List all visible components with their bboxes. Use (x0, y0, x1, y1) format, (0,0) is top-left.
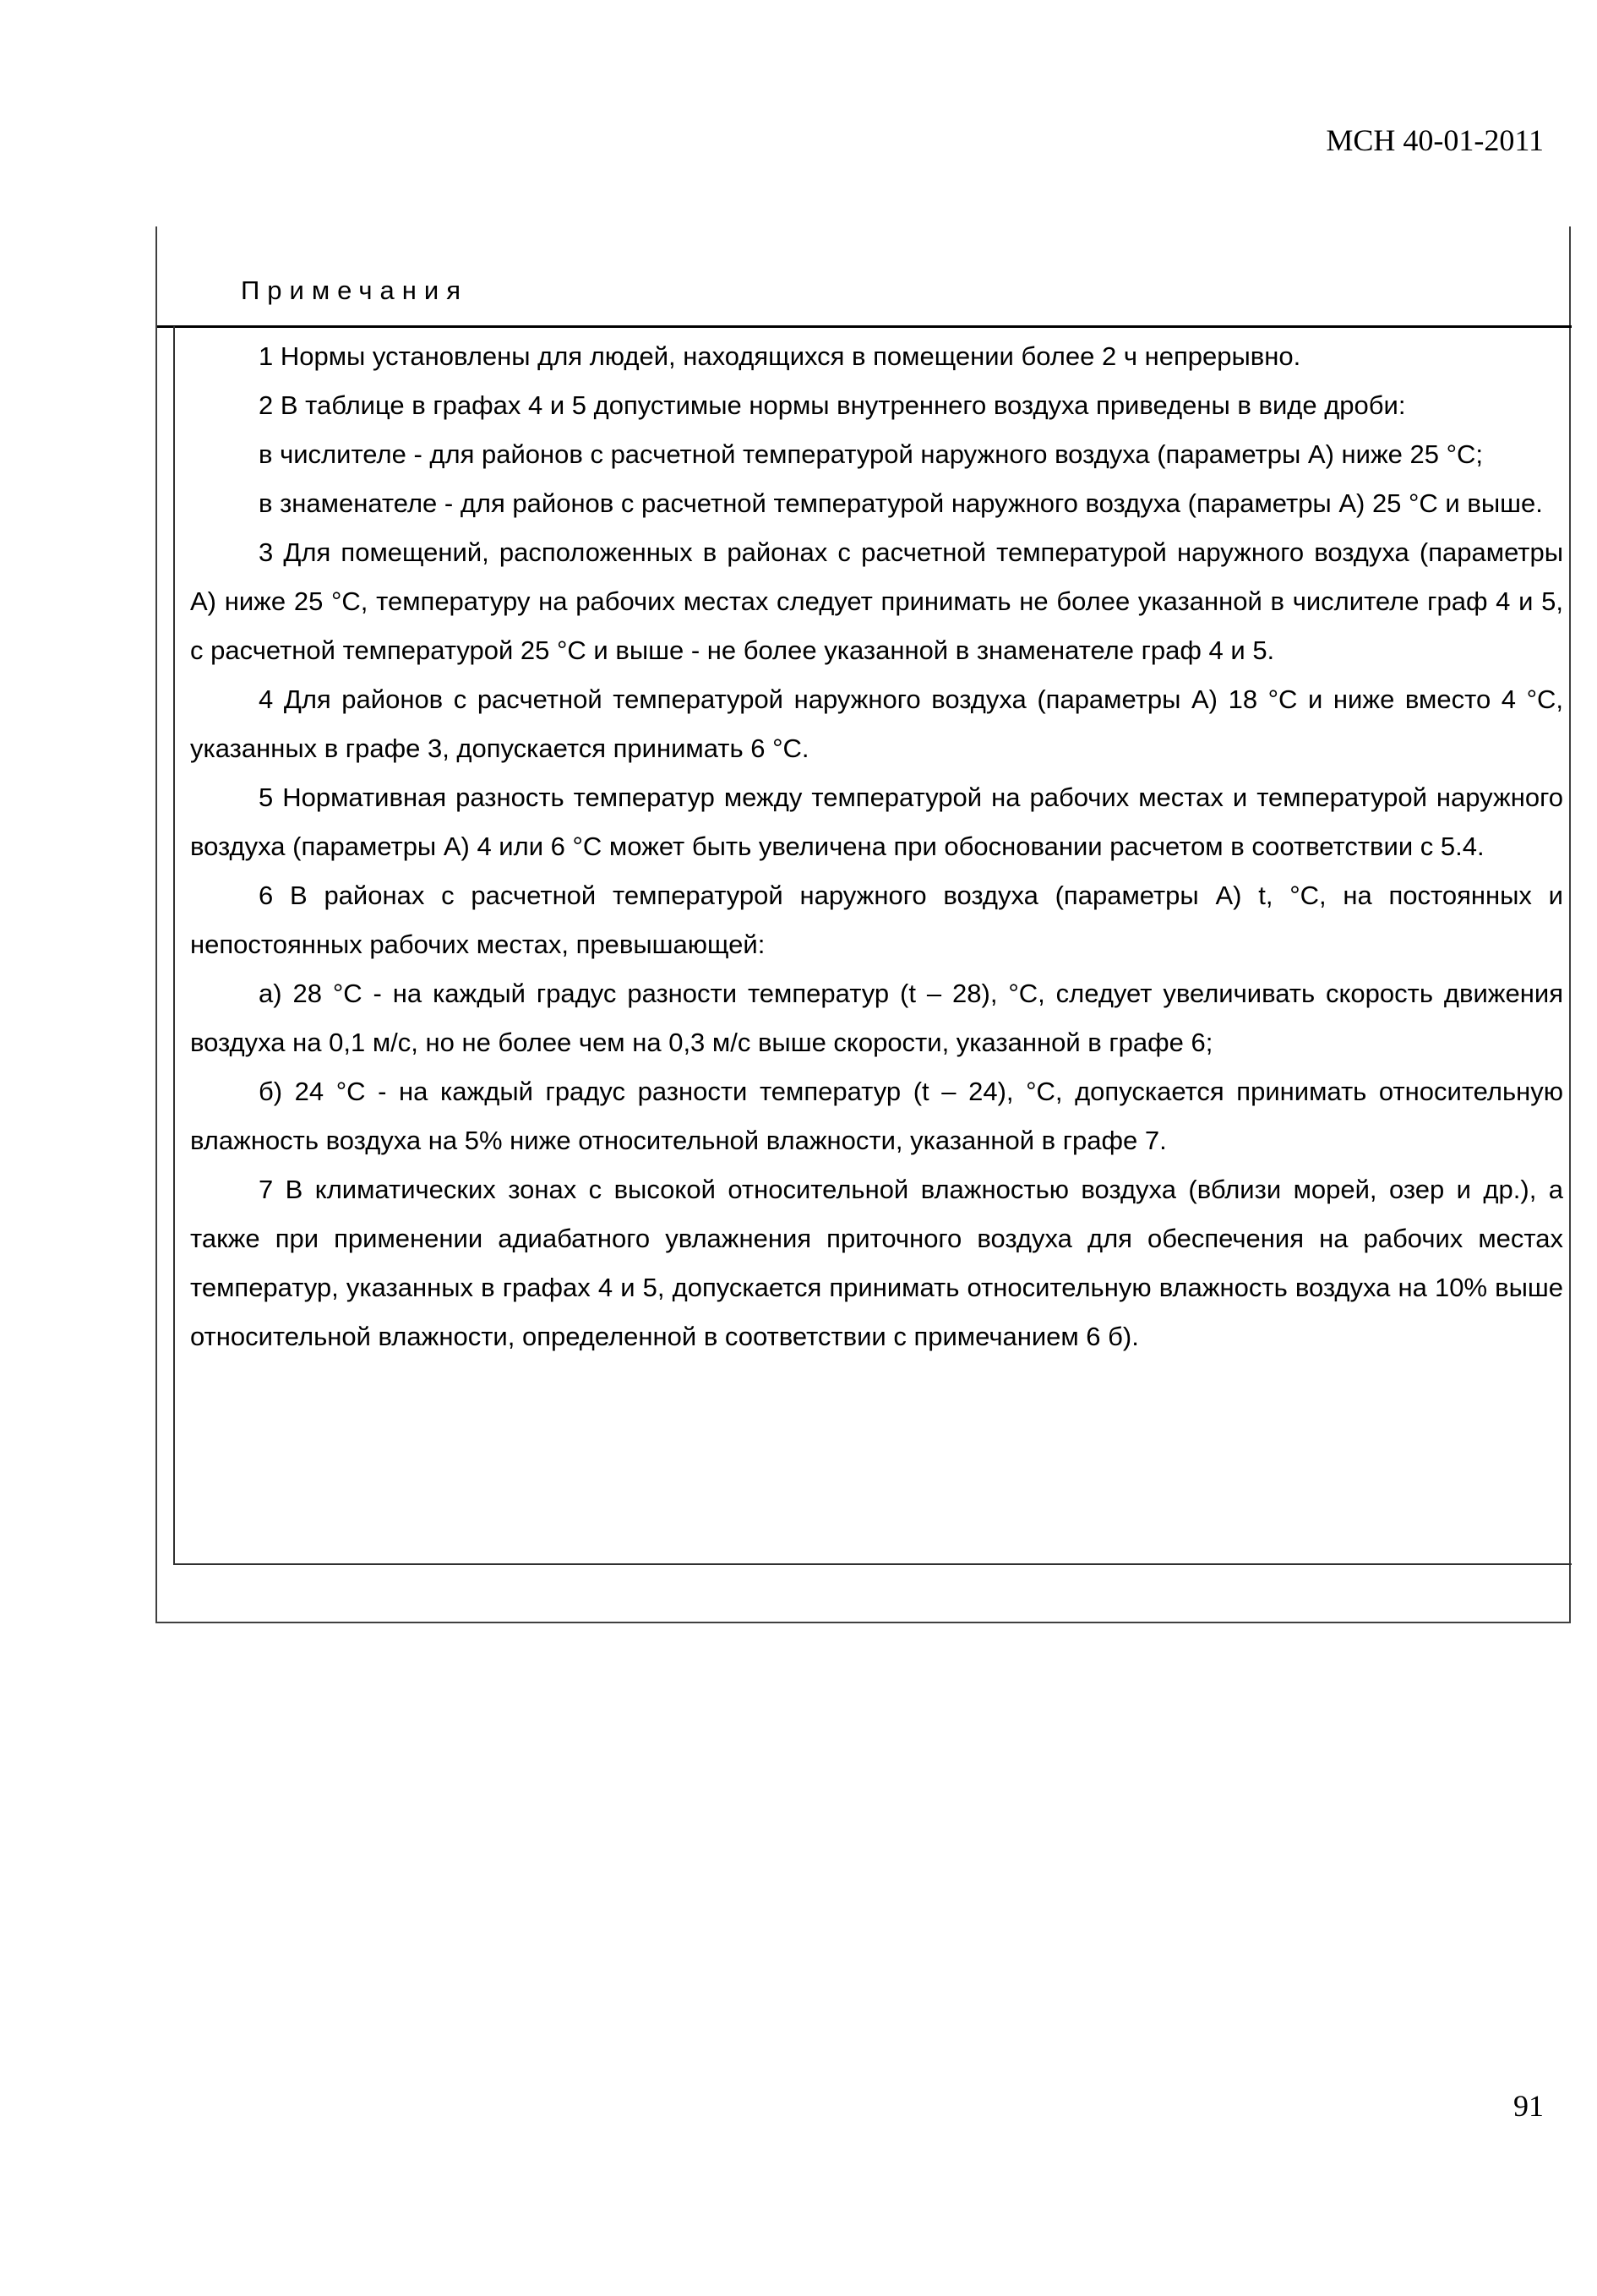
note-1: 1 Нормы установлены для людей, находящихся в помещении более 2 ч непрерывно. (259, 341, 1301, 371)
note-2-numerator: в числителе - для районов с расчетной температурой наружного воздуха (параметры А) ниже 25 °С; (259, 439, 1484, 469)
notes-title: Примечания (241, 275, 468, 305)
note-3: 3 Для помещений, расположенных в районах с расчетной температурой наружного воздуха (параметры А) ниже 25 °С, температуру на рабочих местах следует принимать не более указанной в числителе граф 4 и 5, с расчетной температурой 25 °С и выше - не более указанной в знаменателе граф 4 и 5. (190, 537, 1563, 665)
note-2-denominator: в знаменателе - для районов с расчетной температурой наружного воздуха (параметры А) 25 °С и выше. (259, 488, 1543, 518)
notes-body (190, 332, 1563, 1361)
note-2: 2 В таблице в графах 4 и 5 допустимые нормы внутреннего воздуха приведены в виде дроби: (259, 390, 1406, 420)
note-6b: б) 24 °С - на каждый градус разности температур (t – 24), °С, допускается принимать относительную влажность воздуха на 5% ниже относительной влажности, указанной в графе 7. (190, 1077, 1563, 1155)
document-code: МСН 40-01-2011 (1326, 123, 1544, 157)
note-7: 7 В климатических зонах с высокой относительной влажностью воздуха (вблизи морей, озер и др.), а также при применении адиабатного увлажнения приточного воздуха для обеспечения на рабочих местах температур, указанных в графах 4 и 5, допускается принимать относительную влажность воздуха на 10% выше относительной влажности, определенной в соответствии с примечанием 6 б). (190, 1175, 1563, 1351)
page-number: 91 (1513, 2089, 1544, 2123)
note-6: 6 В районах с расчетной температурой наружного воздуха (параметры А) t, °С, на постоянных и непостоянных рабочих местах, превышающей: (190, 881, 1563, 959)
note-4: 4 Для районов с расчетной температурой наружного воздуха (параметры А) 18 °С и ниже вместо 4 °С, указанных в графе 3, допускается принимать 6 °С. (190, 684, 1563, 763)
note-5: 5 Нормативная разность температур между температурой на рабочих местах и температурой наружного воздуха (параметры А) 4 или 6 °С может быть увеличена при обосновании расчетом в соответствии с 5.4. (190, 783, 1563, 861)
note-6a: а) 28 °С - на каждый градус разности температур (t – 28), °С, следует увеличивать скорость движения воздуха на 0,1 м/с, но не более чем на 0,3 м/с выше скорости, указанной в графе 6; (190, 979, 1563, 1057)
